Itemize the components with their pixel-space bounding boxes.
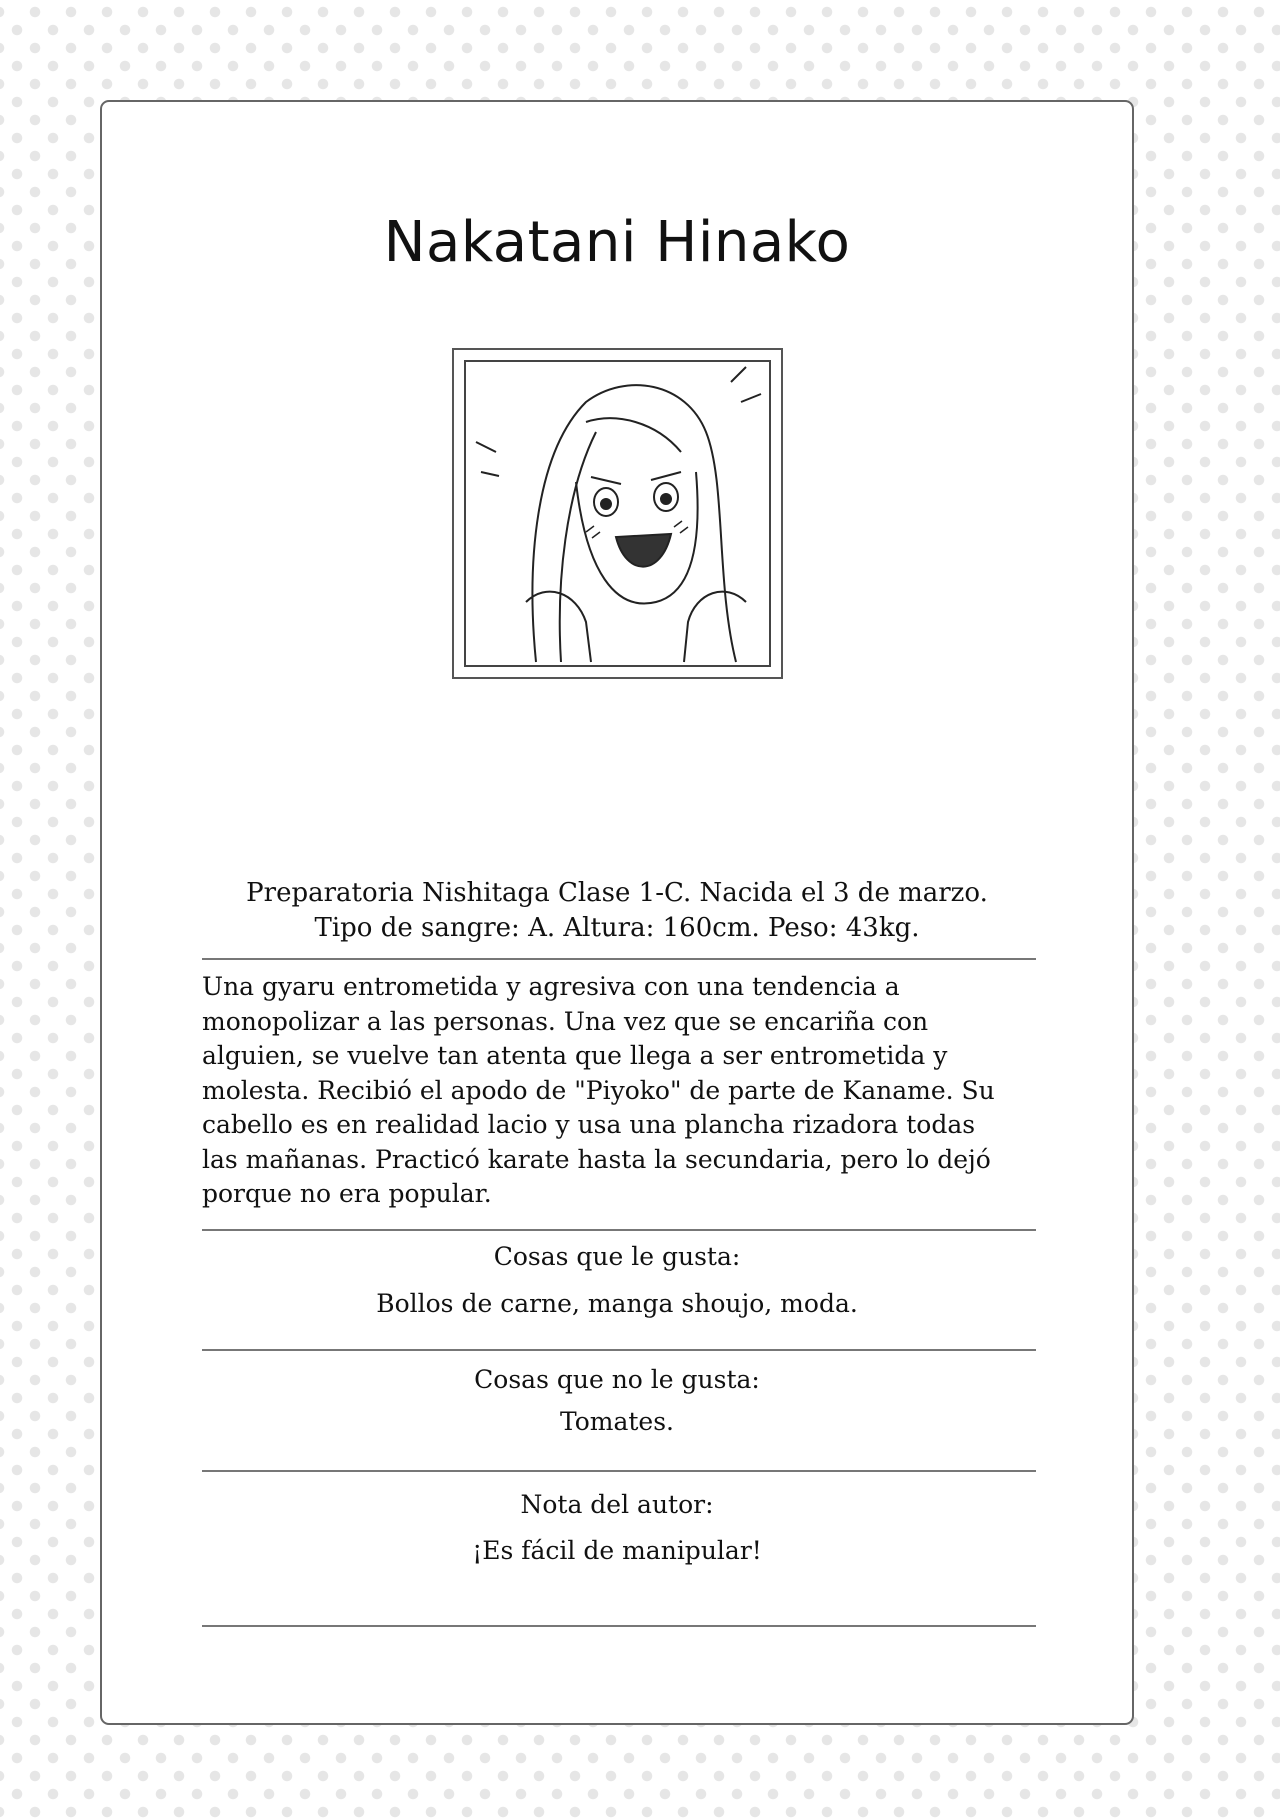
description-line: Una gyaru entrometida y agresiva con una tendencia a xyxy=(202,972,900,1001)
likes-value: Bollos de carne, manga shoujo, moda. xyxy=(376,1289,858,1318)
description-line: cabello es en realidad lacio y usa una plancha rizadora todas xyxy=(202,1110,976,1139)
info-line: Tipo de sangre: A. Altura: 160cm. Peso: 43kg. xyxy=(314,913,920,943)
divider xyxy=(202,1229,1036,1231)
description xyxy=(202,970,1036,1212)
dislikes-value: Tomates. xyxy=(559,1407,674,1436)
divider xyxy=(202,1349,1036,1351)
dislikes-label: Cosas que no le gusta: xyxy=(474,1365,760,1394)
author-note-label: Nota del autor: xyxy=(520,1490,714,1519)
author-note-value: ¡Es fácil de manipular! xyxy=(472,1536,762,1565)
divider xyxy=(202,1625,1036,1627)
portrait-frame xyxy=(452,348,783,679)
likes-label: Cosas que le gusta: xyxy=(493,1242,741,1271)
description-line: las mañanas. Practicó karate hasta la secundaria, pero lo dejó xyxy=(202,1144,991,1174)
manga-portrait-icon xyxy=(464,360,771,667)
info-line: Preparatoria Nishitaga Clase 1-C. Nacida el 3 de marzo. xyxy=(246,878,988,908)
page-title: Nakatani Hinako xyxy=(383,210,851,275)
profile-info xyxy=(102,876,1132,946)
divider xyxy=(202,1470,1036,1472)
description-line: alguien, se vuelve tan atenta que llega a ser entrometida y xyxy=(202,1041,948,1070)
profile-card xyxy=(100,100,1134,1725)
description-line: monopolizar a las personas. Una vez que se encariña con xyxy=(202,1006,929,1036)
divider xyxy=(202,958,1036,960)
description-line: porque no era popular. xyxy=(202,1179,492,1208)
description-line: molesta. Recibió el apodo de "Piyoko" de parte de Kaname. Su xyxy=(202,1075,995,1105)
